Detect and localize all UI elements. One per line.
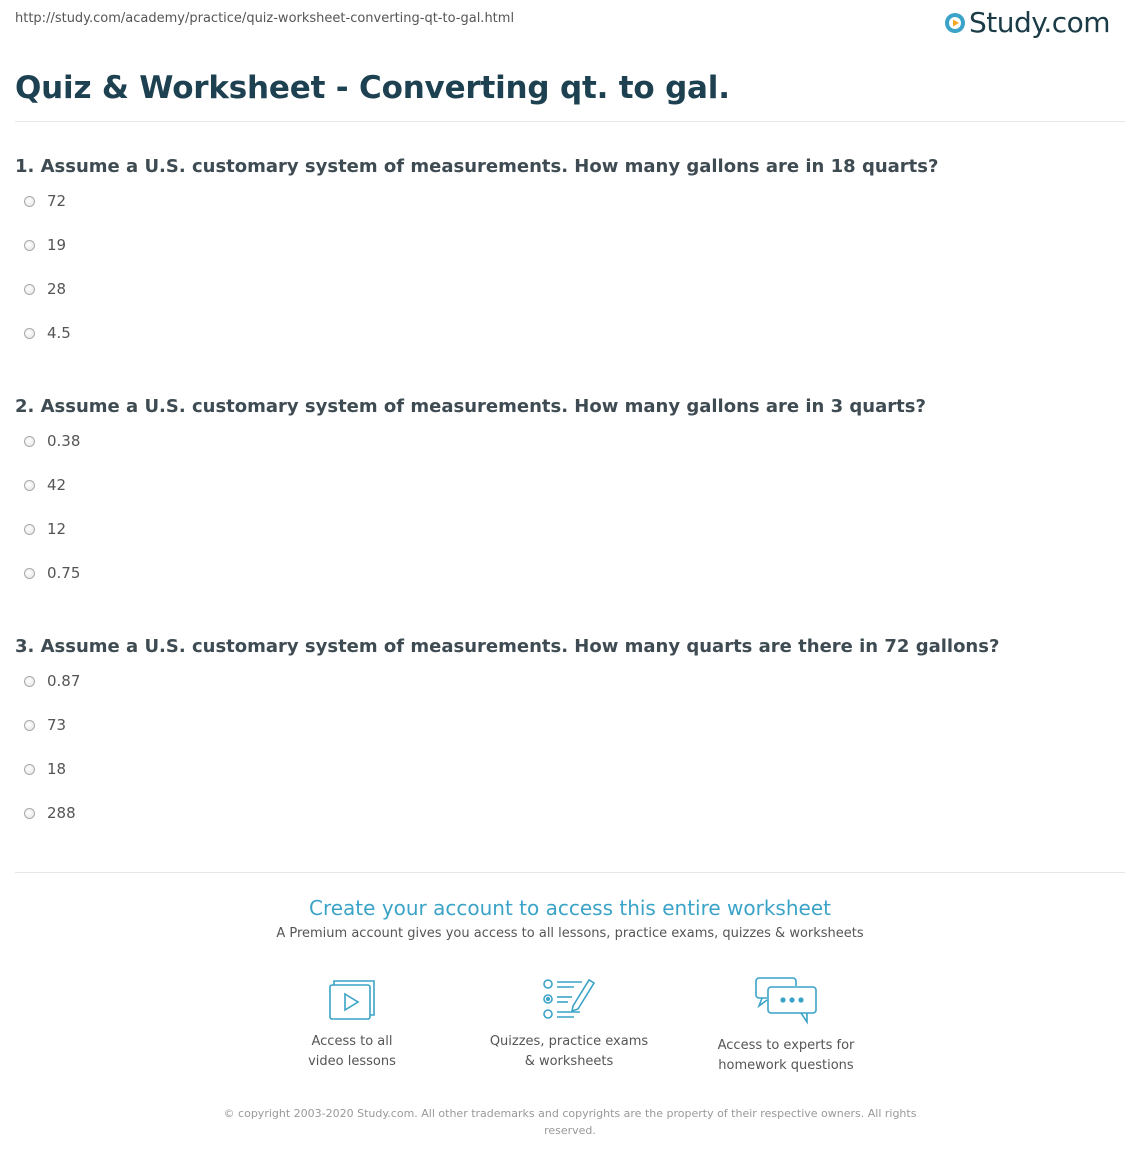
feature-quizzes [469,976,669,1072]
study-logo-icon [944,12,966,34]
radio-button[interactable] [24,480,35,491]
radio-button[interactable] [24,808,35,819]
answer-label: 18 [47,760,67,778]
video-lessons-icon [252,976,452,1022]
answer-label: 72 [47,192,67,210]
chat-bubbles-icon [686,976,886,1026]
copyright-line: reserved. [544,1124,596,1137]
feature-label-line: Quizzes, practice exams [489,1034,649,1049]
study-logo-text: Study.com [969,6,1111,39]
answer-label: 288 [47,804,76,822]
answer-label: 42 [47,476,67,494]
copyright-text [215,1105,925,1139]
answer-option[interactable] [15,747,1125,791]
feature-label-line: & worksheets [524,1054,614,1069]
answer-option[interactable] [15,267,1125,311]
cta-subtitle: A Premium account gives you access to all lessons, practice exams, quizzes & worksheets [276,926,864,941]
answer-option[interactable] [15,507,1125,551]
question-text: 2. Assume a U.S. customary system of measurements. How many gallons are in 3 quarts? [15,396,926,417]
question-text: 1. Assume a U.S. customary system of measurements. How many gallons are in 18 quarts? [15,156,939,177]
answer-label: 0.38 [47,432,81,450]
answer-option[interactable] [15,463,1125,507]
question-3 [15,635,1125,835]
study-logo[interactable] [944,6,1110,39]
answer-option[interactable] [15,419,1125,463]
answer-label: 0.75 [47,564,81,582]
answer-label: 19 [47,236,67,254]
answer-label: 28 [47,280,67,298]
feature-label-line: video lessons [308,1054,396,1069]
question-2 [15,395,1125,595]
question-1 [15,155,1125,355]
content-divider [15,872,1125,873]
answer-option[interactable] [15,659,1125,703]
radio-button[interactable] [24,196,35,207]
answer-option[interactable] [15,551,1125,595]
radio-button[interactable] [24,524,35,535]
question-text: 3. Assume a U.S. customary system of measurements. How many quarts are there in 72 gallons? [15,636,1000,657]
answer-option[interactable] [15,703,1125,747]
cta-title-link[interactable]: Create your account to access this entire worksheet [309,896,831,920]
radio-button[interactable] [24,240,35,251]
answer-label: 0.87 [47,672,81,690]
radio-button[interactable] [24,436,35,447]
feature-video-lessons [252,976,452,1072]
answer-option[interactable] [15,791,1125,835]
quiz-checklist-icon [469,976,669,1022]
answer-label: 73 [47,716,67,734]
title-divider [15,121,1125,122]
radio-button[interactable] [24,764,35,775]
copyright-line: © copyright 2003-2020 Study.com. All other trademarks and copyrights are the property of their respective owners. All rights [223,1107,917,1120]
answer-option[interactable] [15,223,1125,267]
answer-label: 12 [47,520,67,538]
feature-experts [686,976,886,1076]
answer-option[interactable] [15,179,1125,223]
radio-button[interactable] [24,676,35,687]
feature-label-line: Access to all [311,1034,393,1049]
radio-button[interactable] [24,720,35,731]
feature-label-line: Access to experts for [717,1038,855,1053]
radio-button[interactable] [24,328,35,339]
answer-option[interactable] [15,311,1125,355]
feature-label-line: homework questions [718,1058,854,1073]
radio-button[interactable] [24,568,35,579]
radio-button[interactable] [24,284,35,295]
answer-label: 4.5 [47,324,71,342]
page-title: Quiz & Worksheet - Converting qt. to gal. [15,70,730,106]
page-url: http://study.com/academy/practice/quiz-worksheet-converting-qt-to-gal.html [15,11,515,26]
